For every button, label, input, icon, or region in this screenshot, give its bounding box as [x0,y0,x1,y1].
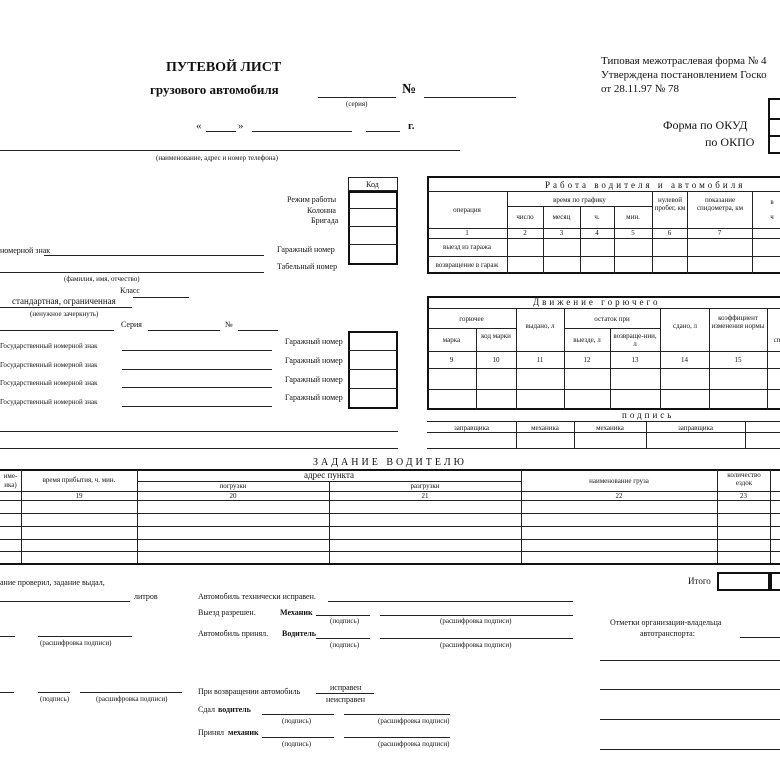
kod-header-box [348,177,398,191]
number-sign: № [402,82,417,97]
driver-label: Водитель [282,629,316,638]
work-div [507,206,652,207]
col-address: адрес пункта [304,470,354,480]
code-div [348,350,398,351]
col-8-head: в [770,198,774,206]
owner-marks-1: Отметки организации-владельца [610,618,722,627]
work-mode-label: Режим работы [287,195,337,204]
gos-plate-label: Государственный номерной знак [0,379,98,387]
owner-line[interactable] [600,749,780,750]
sig-caption: (подпись) [282,740,312,748]
num-2: 2 [523,229,527,237]
work-col [752,191,753,274]
strike-caption: (ненужное зачеркнуть) [30,310,99,318]
driver-label-2: водитель [218,705,251,714]
mechanic-label-2: механик [228,728,259,737]
doc-title: ПУТЕВОЙ ЛИСТ [166,60,282,75]
number-field-line[interactable] [424,97,516,98]
col-hour: ч. [594,213,600,221]
plate-field-line[interactable] [44,255,264,256]
col-name-b: ика) [4,481,17,489]
garage-number-label: Гаражный номер [285,337,343,346]
total-box-2[interactable] [770,572,780,591]
liters-line[interactable] [0,601,130,602]
seria-field-line[interactable] [318,97,396,98]
trailer-line[interactable] [122,369,272,370]
fuel-div [427,351,780,352]
task-title: ЗАДАНИЕ ВОДИТЕЛЮ [313,457,467,468]
col-operation: операция [453,206,481,214]
signatures-title: подпись [622,410,675,420]
card-value: стандартная, ограниченная [12,296,116,306]
handed-sig-line[interactable] [262,714,334,715]
handed-decode-line[interactable] [344,714,450,715]
year-suffix: г. [408,120,415,132]
fuel-div [427,368,780,369]
fuel-div [427,389,780,390]
work-table-title: Работа водителя и автомобиля [545,180,746,190]
decode-caption: (расшифровка подписи) [378,717,450,725]
column-label: Колонна [307,206,336,215]
date-quote-open: « [196,120,202,132]
decode-line[interactable] [38,636,132,637]
doc-subtitle: грузового автомобиля [150,82,279,97]
seria-line[interactable] [148,330,220,331]
kod-div [348,226,398,227]
okpo-label: по ОКПО [705,135,755,149]
mechanic-sig-line[interactable] [316,615,370,616]
trailer-line[interactable] [122,406,272,407]
fuel-div [427,328,516,329]
task-bottom [0,563,780,565]
sig-line[interactable] [0,636,15,637]
mechanic-label: Механик [280,608,313,617]
col-cargo: наименование груза [589,477,649,485]
fuel-div [427,308,780,309]
task-row[interactable] [0,526,780,527]
date-day-line[interactable] [206,131,236,132]
exit-allowed-label: Выезд разрешен. [198,608,256,617]
tab-number-label: Табельный номер [277,262,338,271]
fuel-col [767,308,768,410]
fuel-num-12: 12 [583,356,591,364]
received-label: Принял [198,728,225,737]
task-num-19: 19 [75,492,83,500]
num-6: 6 [667,229,672,237]
num-1: 1 [465,229,469,237]
tech-ok-label: Автомобиль технически исправен. [198,592,316,601]
trailer-line[interactable] [122,387,272,388]
fuel-num-13: 13 [631,356,639,364]
state-divider [316,693,374,694]
num-3: 3 [559,229,564,237]
form-line-1: Типовая межотраслевая форма № 4 [601,55,767,67]
col-16: сп [773,336,780,344]
num-label: № [225,320,233,329]
trailer-code-box [348,331,398,409]
col-name-a: име- [3,472,18,480]
task-num-23: 23 [740,492,747,500]
num-7: 7 [717,229,722,237]
fuel-num-9: 9 [449,356,454,364]
sig-refueler-2: заправщика [678,424,713,432]
fio-field-line[interactable] [0,272,264,273]
escort-line[interactable] [0,431,398,432]
sig-caption: (подпись) [282,717,312,725]
date-month-line[interactable] [252,131,352,132]
brigade-label: Бригада [311,216,339,225]
sig-mechanic: механика [531,424,559,432]
task-row[interactable] [0,513,780,514]
col-month: месяц [552,213,571,221]
trailer-line[interactable] [122,350,272,351]
sig-div [427,421,780,422]
form-code-box [768,98,780,120]
owner-line[interactable] [600,689,780,690]
col-time-schedule: время по графику [553,196,606,204]
date-year-line[interactable] [366,131,400,132]
sig-caption-l: (подпись) [40,695,70,703]
task-num-21: 21 [421,492,429,500]
code-div [348,369,398,370]
klass-label: Класс [120,286,140,295]
sig-caption: (подпись) [330,617,360,625]
decode-caption: (расшифровка подписи) [440,617,512,625]
seria-caption: (серия) [346,100,368,108]
fio-caption: (фамилия, имя, отчество) [64,275,140,283]
work-div [427,256,780,257]
decode-line[interactable] [80,692,182,693]
task-num-20: 20 [229,492,237,500]
num-line[interactable] [238,330,278,331]
plate-label: номерной знак [0,246,51,255]
fuel-num-14: 14 [681,356,688,364]
decode-caption: (расшифровка подписи) [378,740,450,748]
liters-label: литров [134,592,158,601]
form-line-3: от 28.11.97 № 78 [601,83,679,95]
on-return-label: При возвращении автомобиль [198,687,301,696]
row-return: возвращение в гараж [435,261,499,269]
col-day: число [516,213,534,221]
total-label: Итого [688,576,711,586]
kod-column-box [348,191,398,265]
task-row[interactable] [0,551,780,552]
decode-caption: (расшифровка подписи) [40,639,112,647]
total-box[interactable] [717,572,770,591]
col-loading: погрузки [219,482,247,490]
fuel-num-15: 15 [734,356,742,364]
gos-plate-label: Государственный номерной знак [0,398,98,406]
handed-label: Сдал [198,705,216,714]
col-8-sub: ч [770,213,774,221]
org-caption: (наименование, адрес и номер телефона) [156,154,278,162]
col-remain-back: возвраще-нии, л [613,332,657,348]
received-sig-line[interactable] [262,737,334,738]
fuel-div [564,328,660,329]
num-4: 4 [595,229,599,237]
owner-marks-2: автотранспорта: [640,629,695,638]
row-depart: выезд из гаража [443,243,491,251]
decode-caption-l: (расшифровка подписи) [96,695,168,703]
task-col [717,469,718,563]
fuel-num-11: 11 [536,356,544,364]
received-decode-line[interactable] [344,737,450,738]
num-5: 5 [631,229,635,237]
form-line-2: Утверждена постановлением Госко [601,69,767,81]
col-brand: марка [442,336,461,344]
col-arrival: время прибытия, ч. мин. [42,476,116,484]
sig-mechanic-2: механика [596,424,624,432]
bad-state[interactable]: неисправен [326,695,366,704]
org-line[interactable] [0,150,460,151]
kod-header: Код [366,180,379,189]
owner-line[interactable] [600,660,780,661]
owner-line[interactable] [600,719,780,720]
decode-caption: (расшифровка подписи) [440,641,512,649]
sig-div [427,448,780,449]
okpo-code-box[interactable] [768,135,780,154]
col-trips: количество ездок [727,471,761,487]
col-brand-code: код марки [481,332,511,340]
tech-line[interactable] [328,601,573,602]
mechanic-decode-line[interactable] [380,615,573,616]
col-coef: коэффициент изменения нормы [711,314,765,330]
kod-div [348,208,398,209]
task-div [0,500,780,501]
gos-plate-label: Государственный номерной знак [0,361,98,369]
garage-number-label: Гаражный номер [285,375,343,384]
owner-line[interactable] [740,637,780,638]
code-div [348,388,398,389]
col-speedo: показание спидометра, км [696,196,744,212]
seria-label: Серия [121,320,142,329]
escort-line[interactable] [0,448,398,449]
garage-number-label: Гаражный номер [285,356,343,365]
col-fuel: горючее [459,315,484,323]
fuel-col [476,328,477,410]
sig-caption: (подпись) [330,641,360,649]
col-remain: остаток при [594,315,630,323]
col-minute: мин. [626,213,640,221]
garage-number-label: Гаражный номер [277,245,335,254]
col-issued: выдано, л [525,322,555,330]
col-remain-out: выезде, л [573,336,601,344]
kod-div [348,244,398,245]
okud-label: Форма по ОКУД [663,118,748,132]
work-div [427,191,780,192]
driver-sig-line[interactable] [316,638,370,639]
fuel-num-10: 10 [492,356,500,364]
sig-line[interactable] [38,692,70,693]
garage-number-label: Гаражный номер [285,393,343,402]
sig-div [427,432,780,433]
col-zero-run: нулевой пробег, км [654,196,686,212]
date-quote-close: » [238,120,244,132]
sig-refueler: заправщика [454,424,489,432]
ok-state[interactable]: исправен [330,683,362,692]
klass-field-line[interactable] [133,297,189,298]
task-col [770,469,771,563]
sig-line[interactable] [0,692,14,693]
fuel-col [610,328,611,410]
license-line[interactable] [0,330,114,331]
col-handed: сдано, л [672,322,697,330]
task-num-22: 22 [615,492,623,500]
accepted-label: Автомобиль принял. [198,629,269,638]
checked-label: ание проверил, задание выдал, [0,578,105,587]
work-div [427,238,780,239]
card-line [0,307,132,308]
sig-col [745,421,746,448]
gos-plate-label: Государственный номерной знак [0,342,98,350]
driver-decode-line[interactable] [380,638,573,639]
fuel-table-title: Движение горючего [533,297,661,307]
task-row[interactable] [0,539,780,540]
col-unloading: разгрузки [410,482,440,490]
